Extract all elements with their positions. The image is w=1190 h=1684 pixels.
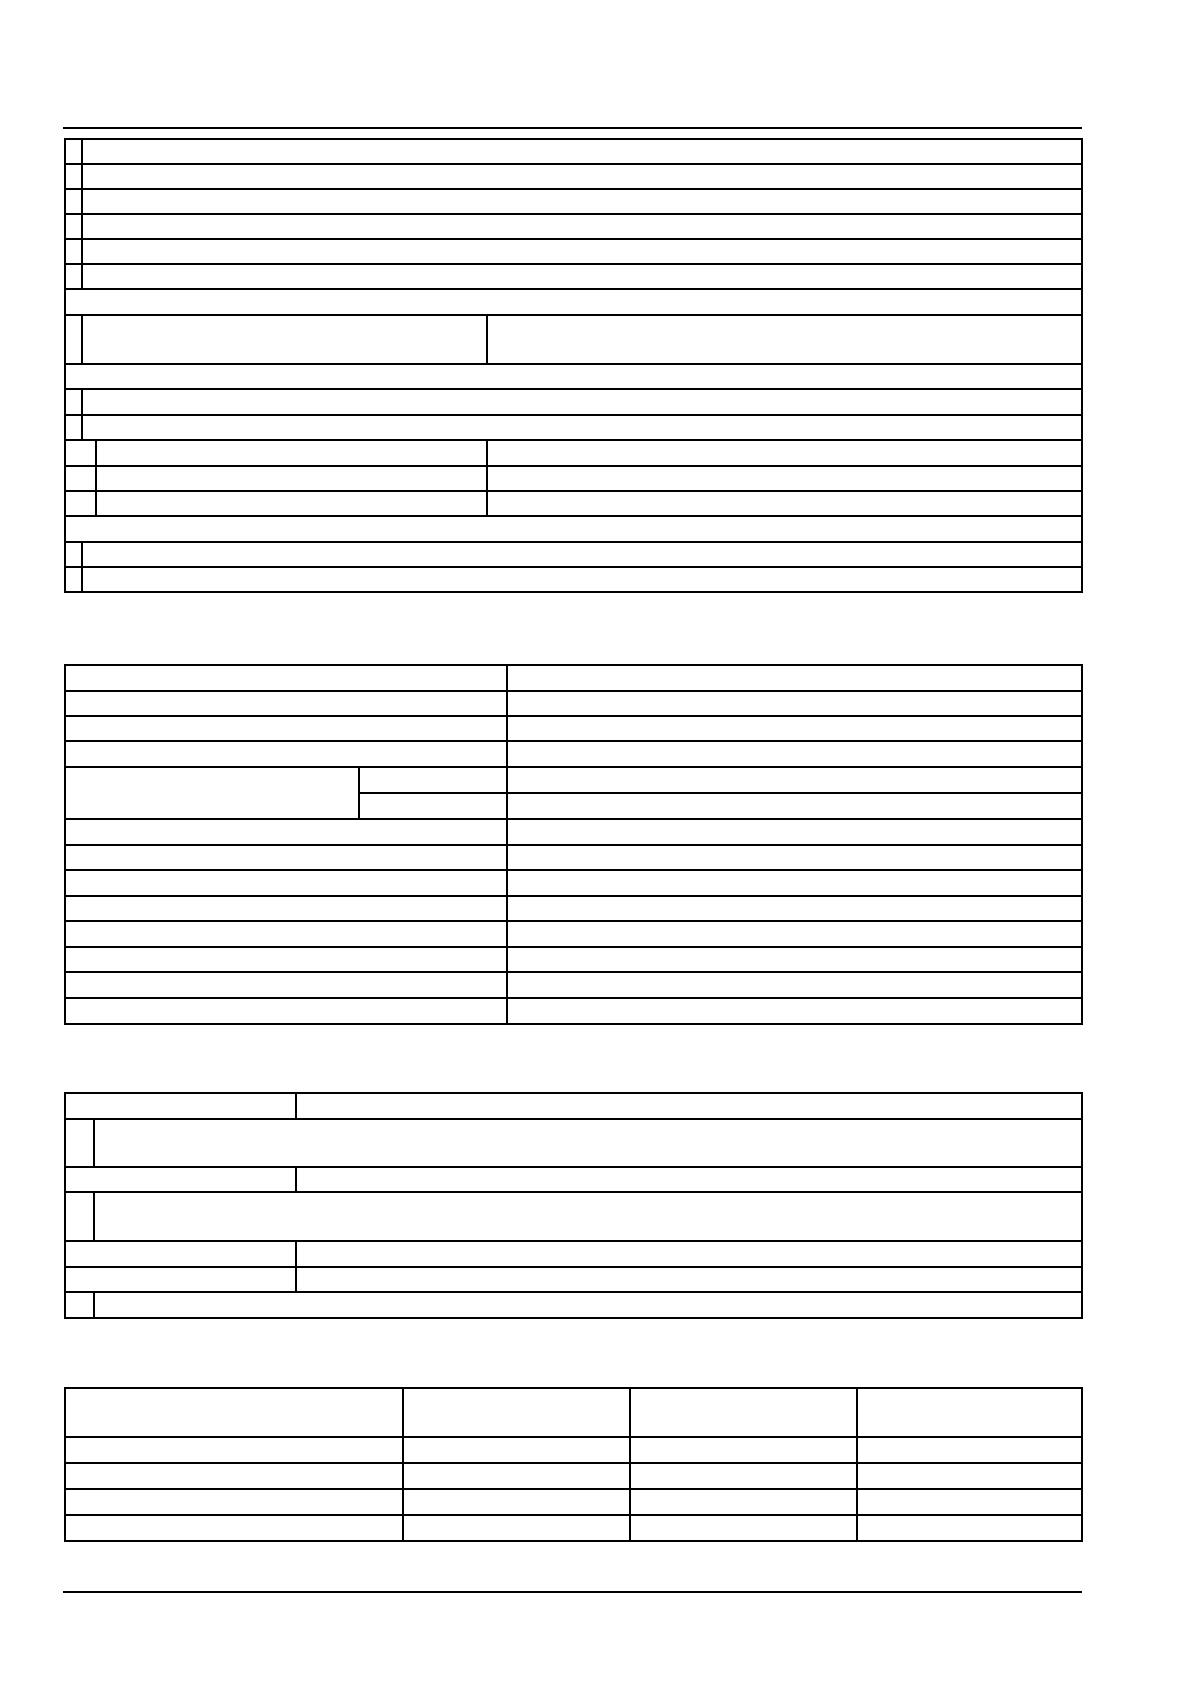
- table-row: [66, 1268, 1081, 1293]
- table-row: [66, 390, 1081, 416]
- row-number-cell: [66, 240, 83, 263]
- label-cell: [66, 1490, 404, 1514]
- form-field[interactable]: [83, 240, 1081, 263]
- form-field[interactable]: [508, 820, 1081, 844]
- label-cell: [66, 1168, 297, 1191]
- table-row: [66, 666, 1081, 692]
- bottom-rule: [63, 1591, 1082, 1593]
- row-number-cell: [66, 1193, 95, 1240]
- form-field[interactable]: [83, 543, 1081, 566]
- form-field[interactable]: [858, 1438, 1081, 1462]
- row-number-cell: [66, 265, 83, 288]
- form-field[interactable]: [508, 717, 1081, 740]
- table-row: [66, 165, 1081, 190]
- form-table-4: [64, 1387, 1083, 1542]
- form-field[interactable]: [97, 467, 488, 490]
- row-number-cell: [66, 165, 83, 188]
- form-field[interactable]: [83, 140, 1081, 163]
- form-field[interactable]: [508, 794, 1081, 818]
- row-number-cell: [66, 390, 83, 414]
- table-row: [66, 568, 1081, 591]
- form-field[interactable]: [631, 1464, 858, 1488]
- table-row: [66, 846, 1081, 871]
- table-row: [66, 717, 1081, 742]
- label-cell: [66, 1438, 404, 1462]
- form-field[interactable]: [631, 1516, 858, 1540]
- form-field[interactable]: [297, 1168, 1081, 1191]
- sub-label-cell: [360, 794, 508, 818]
- column-header-cell: [404, 1389, 631, 1436]
- label-cell: [66, 1516, 404, 1540]
- row-number-cell: [66, 441, 97, 465]
- form-field[interactable]: [297, 1094, 1081, 1118]
- table-row: [66, 1438, 1081, 1464]
- table-row: [66, 215, 1081, 240]
- section-heading-row: [66, 517, 1081, 543]
- table-row: [66, 543, 1081, 568]
- form-field[interactable]: [508, 742, 1081, 766]
- label-cell: [66, 1268, 297, 1291]
- form-field[interactable]: [488, 441, 1081, 465]
- form-field[interactable]: [404, 1464, 631, 1488]
- row-number-cell: [66, 140, 83, 163]
- table-row: [66, 190, 1081, 215]
- form-field[interactable]: [488, 492, 1081, 515]
- label-cell: [66, 871, 508, 895]
- form-field[interactable]: [488, 467, 1081, 490]
- form-field[interactable]: [83, 265, 1081, 288]
- row-number-cell: [66, 568, 83, 591]
- label-cell: [66, 692, 508, 715]
- form-field[interactable]: [83, 568, 1081, 591]
- form-table-3: [64, 1092, 1083, 1319]
- form-table-2: [64, 664, 1083, 1025]
- table-row: [66, 742, 1081, 768]
- label-cell: [66, 820, 508, 844]
- table-row: [66, 265, 1081, 290]
- form-field[interactable]: [508, 999, 1081, 1023]
- table-row: [66, 240, 1081, 265]
- row-number-cell: [66, 215, 83, 238]
- table-row: [66, 973, 1081, 999]
- table-row: [66, 1293, 1081, 1317]
- form-field[interactable]: [83, 416, 1081, 439]
- table-row: [66, 1094, 1081, 1120]
- label-cell: [66, 742, 508, 766]
- form-table-1: [64, 138, 1083, 593]
- form-field[interactable]: [83, 165, 1081, 188]
- table-row-group: [66, 768, 1081, 820]
- table-row: [66, 316, 1081, 365]
- sub-label-cell: [360, 768, 508, 794]
- top-rule: [63, 127, 1082, 129]
- label-cell: [66, 897, 508, 920]
- row-number-cell: [66, 543, 83, 566]
- form-field[interactable]: [508, 922, 1081, 946]
- section-heading-row: [66, 365, 1081, 390]
- table-row: [66, 692, 1081, 717]
- table-row: [66, 492, 1081, 517]
- row-number-cell: [66, 190, 83, 213]
- form-field[interactable]: [858, 1464, 1081, 1488]
- form-field[interactable]: [404, 1516, 631, 1540]
- label-cell: [66, 999, 508, 1023]
- row-number-cell: [66, 316, 83, 363]
- form-field[interactable]: [508, 846, 1081, 869]
- form-field[interactable]: [508, 871, 1081, 895]
- table-row: [66, 441, 1081, 467]
- form-field[interactable]: [95, 1193, 1081, 1240]
- form-field[interactable]: [95, 1120, 1081, 1166]
- table-row: [66, 1490, 1081, 1516]
- form-field[interactable]: [83, 390, 1081, 414]
- group-label-cell: [66, 768, 360, 818]
- label-cell: [66, 1242, 297, 1266]
- form-field[interactable]: [404, 1438, 631, 1462]
- table-row: [66, 1168, 1081, 1193]
- table-row: [66, 871, 1081, 897]
- form-field[interactable]: [97, 492, 488, 515]
- form-field[interactable]: [508, 948, 1081, 971]
- form-field[interactable]: [858, 1490, 1081, 1514]
- form-field[interactable]: [83, 190, 1081, 213]
- form-field[interactable]: [508, 973, 1081, 997]
- form-field[interactable]: [508, 897, 1081, 920]
- form-field[interactable]: [83, 215, 1081, 238]
- row-number-cell: [66, 1120, 95, 1166]
- table-row: [66, 1193, 1081, 1242]
- table-row: [66, 948, 1081, 973]
- row-number-cell: [66, 492, 97, 515]
- table-row: [66, 999, 1081, 1023]
- table-row: [66, 1464, 1081, 1490]
- section-heading-row: [66, 290, 1081, 316]
- label-cell: [66, 973, 508, 997]
- form-field[interactable]: [631, 1438, 858, 1462]
- form-field[interactable]: [488, 316, 1081, 363]
- label-cell: [66, 717, 508, 740]
- table-row: [66, 1120, 1081, 1168]
- table-row: [66, 467, 1081, 492]
- form-field[interactable]: [404, 1490, 631, 1514]
- table-row: [66, 1516, 1081, 1540]
- row-number-cell: [66, 416, 83, 439]
- form-field[interactable]: [97, 441, 488, 465]
- column-header-cell: [858, 1389, 1081, 1436]
- table-row: [66, 140, 1081, 165]
- column-header-cell: [631, 1389, 858, 1436]
- table-row: [66, 897, 1081, 922]
- form-field[interactable]: [297, 1242, 1081, 1266]
- table-row: [66, 820, 1081, 846]
- label-cell: [66, 1094, 297, 1118]
- label-cell: [66, 922, 508, 946]
- label-cell: [66, 948, 508, 971]
- row-number-cell: [66, 467, 97, 490]
- label-cell: [66, 666, 508, 690]
- form-field[interactable]: [858, 1516, 1081, 1540]
- table-row: [66, 1242, 1081, 1268]
- column-header-cell: [66, 1389, 404, 1436]
- row-number-cell: [66, 1293, 95, 1317]
- form-field[interactable]: [297, 1268, 1081, 1291]
- form-field[interactable]: [95, 1293, 1081, 1317]
- table-header-row: [66, 1389, 1081, 1438]
- form-field[interactable]: [508, 666, 1081, 690]
- label-cell: [66, 846, 508, 869]
- table-row: [66, 922, 1081, 948]
- label-cell: [66, 1464, 404, 1488]
- form-field[interactable]: [508, 768, 1081, 794]
- form-field[interactable]: [83, 316, 488, 363]
- form-field[interactable]: [508, 692, 1081, 715]
- table-row: [66, 416, 1081, 441]
- form-field[interactable]: [631, 1490, 858, 1514]
